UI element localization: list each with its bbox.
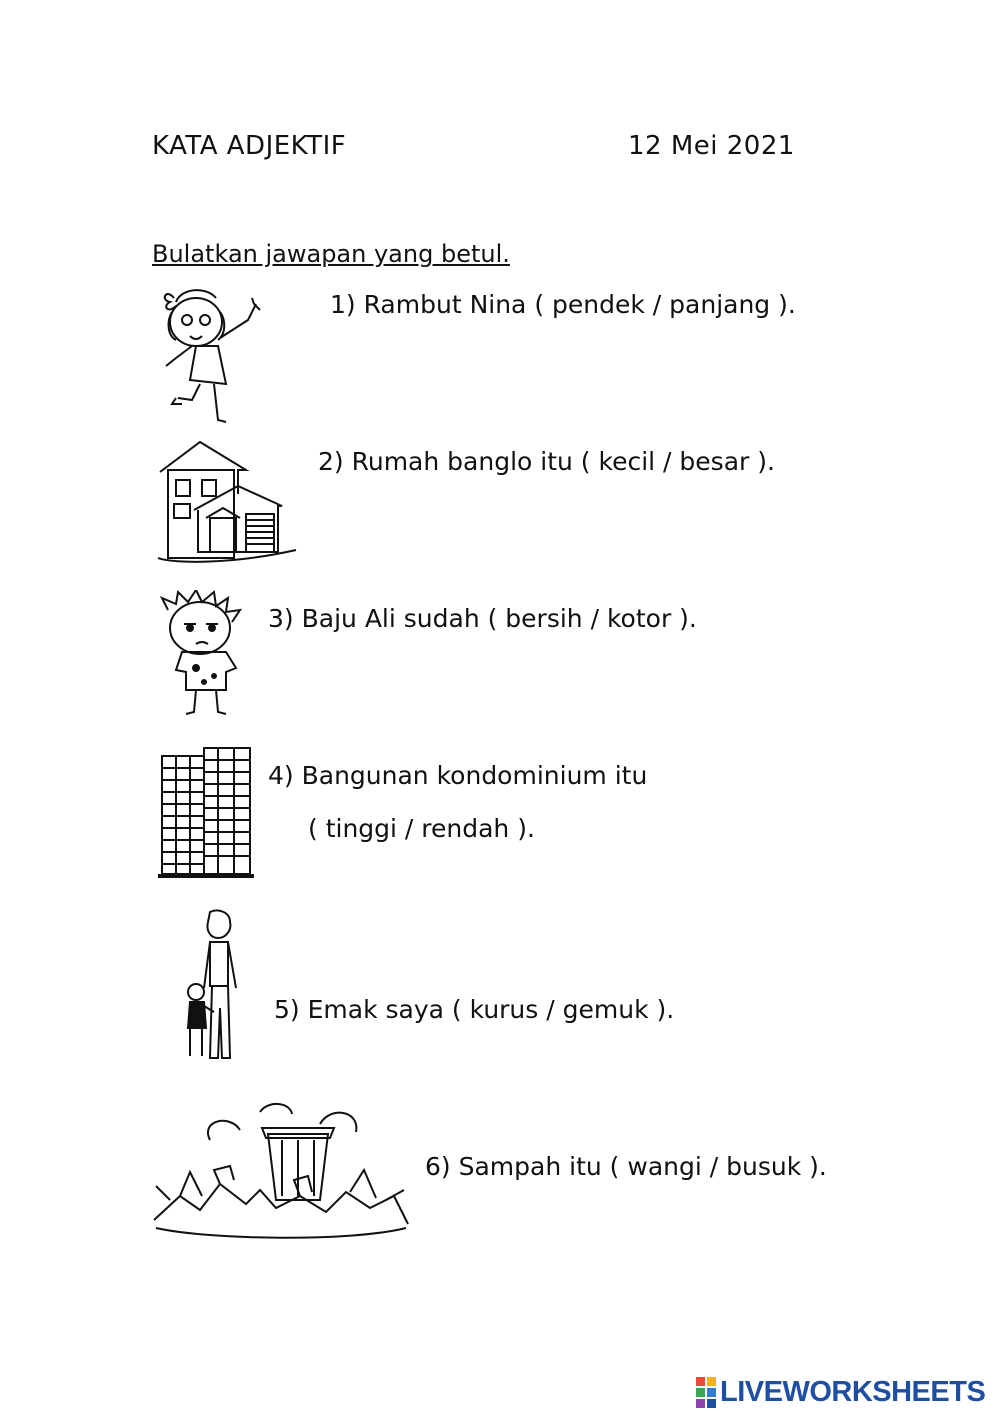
condominium-building-icon xyxy=(158,746,254,878)
question-1-text: 1) Rambut Nina ( pendek / panjang ). xyxy=(330,290,796,319)
bungalow-house-icon xyxy=(154,440,300,564)
mother-and-child-icon xyxy=(182,908,246,1066)
question-5-text: 5) Emak saya ( kurus / gemuk ). xyxy=(274,995,675,1024)
worksheet-date: 12 Mei 2021 xyxy=(628,131,795,161)
question-6-text: 6) Sampah itu ( wangi / busuk ). xyxy=(425,1152,827,1181)
girl-dancing-icon xyxy=(156,280,268,430)
dirty-boy-icon xyxy=(156,590,246,720)
liveworksheets-text: LIVEWORKSHEETS xyxy=(720,1375,986,1408)
question-4-text: 4) Bangunan kondominium itu xyxy=(268,761,648,790)
worksheet-title: KATA ADJEKTIF xyxy=(152,131,347,161)
question-4-options: ( tinggi / rendah ). xyxy=(308,814,535,843)
garbage-pile-icon xyxy=(150,1100,412,1244)
instruction-text: Bulatkan jawapan yang betul. xyxy=(152,240,510,268)
liveworksheets-watermark xyxy=(696,1374,996,1410)
question-2-text: 2) Rumah banglo itu ( kecil / besar ). xyxy=(318,447,775,476)
question-3-text: 3) Baju Ali sudah ( bersih / kotor ). xyxy=(268,604,697,633)
liveworksheets-logo-icon xyxy=(696,1377,716,1408)
